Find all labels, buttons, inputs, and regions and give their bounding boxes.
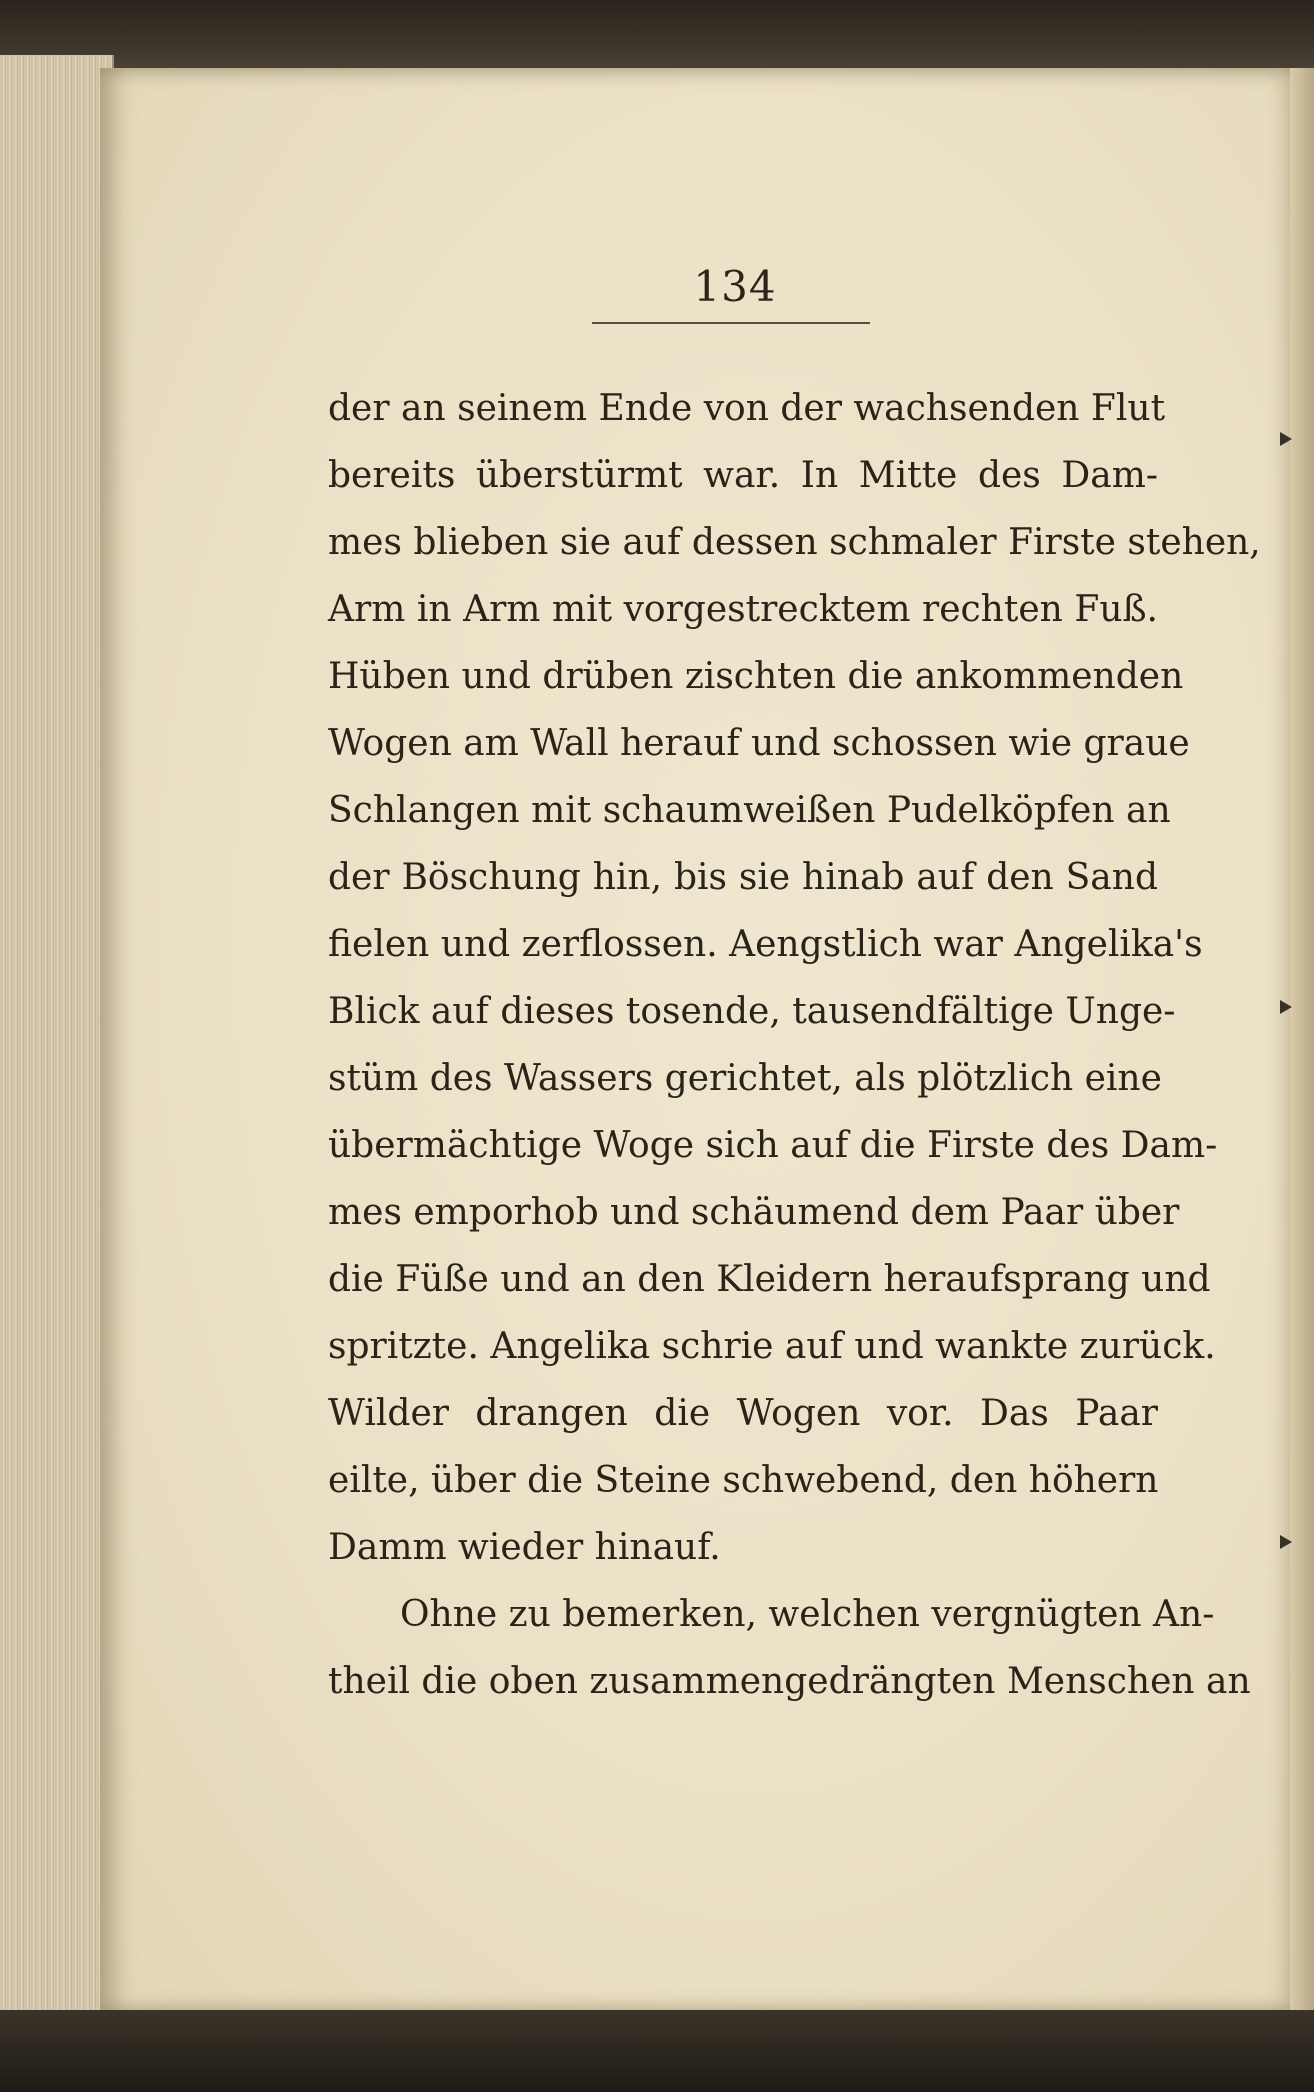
margin-mark bbox=[1280, 1535, 1292, 1549]
body-text bbox=[328, 375, 1261, 1715]
text-line: der an seinem Ende von der wachsenden Flut bbox=[328, 388, 1166, 429]
text-line: mes blieben sie auf dessen schmaler Firste stehen, bbox=[328, 522, 1261, 563]
text-line: Wogen am Wall herauf und schossen wie graue bbox=[328, 723, 1190, 764]
text-line: die Füße und an den Kleidern heraufsprang und bbox=[328, 1259, 1211, 1300]
text-line: übermächtige Woge sich auf die Firste des Dam- bbox=[328, 1125, 1218, 1166]
text-line: spritzte. Angelika schrie auf und wankte zurück. bbox=[328, 1326, 1216, 1367]
text-line: fielen und zerflossen. Aengstlich war Angelika's bbox=[328, 924, 1203, 965]
text-line: Blick auf dieses tosende, tausendfältige Unge- bbox=[328, 991, 1176, 1032]
text-line: bereits überstürmt war. In Mitte des Dam- bbox=[328, 455, 1158, 496]
page-number: 134 bbox=[693, 262, 777, 311]
text-line: Ohne zu bemerken, welchen vergnügten An- bbox=[400, 1594, 1215, 1635]
text-line: mes emporhob und schäumend dem Paar über bbox=[328, 1192, 1180, 1233]
margin-mark bbox=[1280, 1000, 1292, 1014]
right-page-edge bbox=[1290, 68, 1314, 2013]
text-line: Arm in Arm mit vorgestrecktem rechten Fuß. bbox=[328, 589, 1158, 630]
text-line: Damm wieder hinauf. bbox=[328, 1527, 721, 1568]
text-line: Schlangen mit schaumweißen Pudelköpfen an bbox=[328, 790, 1171, 831]
header-rule bbox=[592, 322, 870, 324]
text-line: stüm des Wassers gerichtet, als plötzlich eine bbox=[328, 1058, 1162, 1099]
text-line: Hüben und drüben zischten die ankommenden bbox=[328, 656, 1184, 697]
page-edges bbox=[0, 55, 114, 2015]
text-line: theil die oben zusammengedrängten Menschen an bbox=[328, 1661, 1251, 1702]
book-cover-bottom bbox=[0, 2010, 1314, 2092]
margin-mark bbox=[1280, 432, 1292, 446]
text-line: der Böschung hin, bis sie hinab auf den Sand bbox=[328, 857, 1158, 898]
text-line: Wilder drangen die Wogen vor. Das Paar bbox=[328, 1393, 1158, 1434]
book-cover-top bbox=[0, 0, 1314, 70]
text-line: eilte, über die Steine schwebend, den höhern bbox=[328, 1460, 1159, 1501]
